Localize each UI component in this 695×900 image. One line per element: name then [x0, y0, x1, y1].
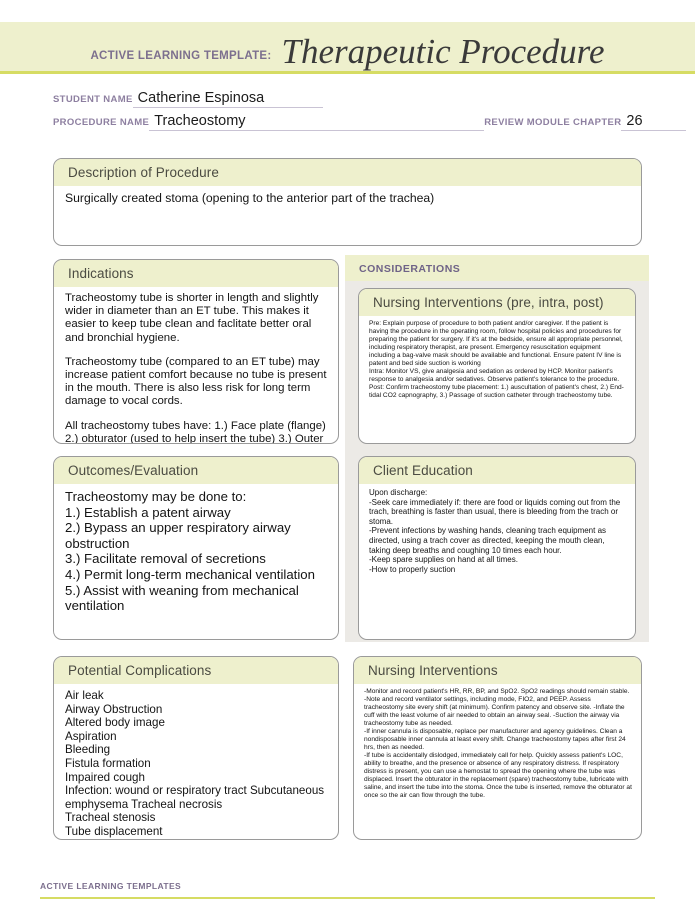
outcomes-evaluation-body[interactable]: Tracheostomy may be done to: 1.) Establish a patent airway 2.) Bypass an upper respiratory airway obstruction 3.) Facilitate removal of secretions 4.) Permit long-term mechanical ventilation 5.) Assist with weaning from mechanical ventilation: [65, 489, 315, 614]
potential-complications-card: [53, 656, 339, 840]
description-of-procedure-card: [53, 158, 642, 246]
nursing-interventions-card: [353, 656, 642, 840]
review-module-chapter-group: [484, 113, 695, 131]
student-name-label: STUDENT NAME: [53, 94, 133, 105]
student-name-row: [0, 88, 695, 108]
considerations-label: CONSIDERATIONS: [345, 255, 649, 281]
client-education-card: [358, 456, 636, 640]
client-education-title: Client Education: [359, 457, 635, 484]
student-name-input[interactable]: Catherine Espinosa: [133, 90, 323, 108]
potential-complications-title: Potential Complications: [54, 657, 338, 684]
page-header-band: [0, 22, 695, 74]
form-fields: [0, 88, 695, 131]
description-of-procedure-body[interactable]: Surgically created stoma (opening to the anterior part of the trachea): [65, 191, 435, 205]
indications-paragraph-3: All tracheostomy tubes have: 1.) Face plate (flange) 2.) obturator (used to help insert the tube) 3.) Outer: [65, 419, 326, 444]
nursing-interventions-pre-title: Nursing Interventions (pre, intra, post): [359, 289, 635, 316]
nursing-interventions-pre-body[interactable]: Pre: Explain purpose of procedure to both patient and/or caregiver. If the patient is having the procedure in the operating room, follow hospital policies and procedures for preparing the patient for surgery. If it's at the bedside, ensure all appropriate personnel, including respiratory therapist, are present. Emergency resuscitation equipment including a bag-valve mask should be available and functional. Ensure patent IV line is patent and bed side suction is working Intra: Monitor VS, give analgesia and sedation as ordered by HCP. Monitor patient's response to analgesia and/or sedatives. Observe patient's tolerance to the procedure. Post: Confirm tracheostomy tube placement: 1.) auscultation of patient's chest, 2.) End-tidal CO2 capnography, 3.) Passage of suction catheter through tracheostomy tube.: [369, 320, 624, 399]
outcomes-evaluation-card: [53, 456, 339, 640]
indications-card: [53, 259, 339, 444]
potential-complications-body[interactable]: Air leak Airway Obstruction Altered body image Aspiration Bleeding Fistula formation Impaired cough Infection: wound or respiratory tract Subcutaneous emphysema Tracheal necrosis Tracheal stenosis Tube displacement: [65, 689, 325, 838]
footer-label: ACTIVE LEARNING TEMPLATES: [40, 881, 182, 891]
outcomes-evaluation-title: Outcomes/Evaluation: [54, 457, 338, 484]
procedure-name-label: PROCEDURE NAME: [53, 117, 150, 128]
review-module-chapter-label: REVIEW MODULE CHAPTER: [484, 117, 622, 128]
nursing-interventions-body[interactable]: -Monitor and record patient's HR, RR, BP, and SpO2. SpO2 readings should remain stable. -Note and record ventilator settings, including mode, FIO2, and PEEP. Assess tracheostomy site every shift (at minimum). Confirm patency and observe site. -Inflate the cuff with the least volume of air needed to obtain an airway seal. -Suction the airway via tracheostomy tube as needed. -If inner cannula is disposable, replace per manufacturer and agency guidelines. Clean a nondisposable inner cannula at least every shift. Change tracheostomy tapes after first 24 hrs, then as needed. -If tube is accidentally dislodged, immediately call for help. Quickly assess patient's LOC, ability to breathe, and the presence or absence of any respiratory distress. If respiratory distress is present, you can use a hemostat to spread the opening where the tube was displaced. Insert the obturator in the replacement (spare) tracheostomy tube, lubricate with saline, and insert the tube into the stoma. Once the tube is inserted, remove the obturator at once so the air can flow through the tube.: [364, 688, 632, 799]
procedure-name-row: [0, 111, 695, 131]
indications-body[interactable]: [54, 287, 338, 444]
template-kicker-label: ACTIVE LEARNING TEMPLATE:: [90, 50, 272, 62]
header-title-group: [0, 34, 695, 69]
indications-paragraph-2: Tracheostomy tube (compared to an ET tube) may increase patient comfort because no tube is present in the mouth. There is also less risk for long term damage to vocal cords.: [65, 355, 327, 408]
page-title: Therapeutic Procedure: [281, 32, 605, 71]
client-education-body[interactable]: Upon discharge: -Seek care immediately if: there are food or liquids coming out from the trach, breathing is faster than usual, there is bleeding from the trach or stoma. -Prevent infections by washing hands, cleaning trach equipment as directed, using a trach cover as directed, keeping the mouth clean, taking deep breaths and coughing 10 times each hour. -Keep spare supplies on hand at all times. -How to properly suction: [369, 488, 621, 574]
page-footer: [40, 876, 655, 899]
review-module-chapter-input[interactable]: 26: [621, 113, 686, 131]
nursing-interventions-title: Nursing Interventions: [354, 657, 641, 684]
indications-paragraph-1: Tracheostomy tube is shorter in length and slightly wider in diameter than an ET tube. This makes it easier to keep tube clean and faclitate better oral and bronchial hygiene.: [65, 292, 319, 344]
nursing-interventions-pre-card: [358, 288, 636, 444]
procedure-name-input[interactable]: Tracheostomy: [149, 113, 484, 131]
indications-title: Indications: [54, 260, 338, 287]
description-of-procedure-title: Description of Procedure: [54, 159, 641, 186]
